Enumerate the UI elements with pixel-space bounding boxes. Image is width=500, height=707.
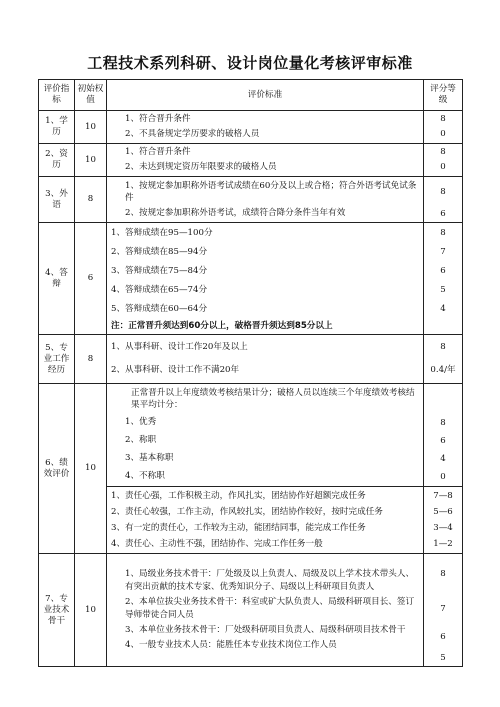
score-value: 5 xyxy=(440,653,446,663)
header-indicator: 评价指标 xyxy=(39,80,75,111)
score-performance-grades xyxy=(424,384,463,487)
score-value: 3—4 xyxy=(433,523,453,533)
weight-seniority: 10 xyxy=(75,144,107,177)
standard-item: 1、符合晋升条件 xyxy=(125,147,191,157)
score-value: 0 xyxy=(440,162,446,172)
standard-item: 1、责任心强，工作积极主动，作风扎实，团结协作好超额完成任务 xyxy=(111,491,366,501)
table-row-language xyxy=(39,177,463,223)
standard-item: 3、基本称职 xyxy=(125,453,174,463)
standard-item: 1、按规定参加职称外语考试成绩在60分及以上或合格；符合外语考试免试条件 xyxy=(125,180,417,203)
standard-item: 2、本单位拔尖业务技术骨干：科室或矿大队负责人、局级科研项目长、签订导师带徒合同人员 xyxy=(125,597,415,620)
standard-item: 2、按规定参加职称外语考试，成绩符合降分条件当年有效 xyxy=(125,208,346,218)
standard-item: 4、答辩成绩在65—74分 xyxy=(111,285,208,295)
weight-defense: 6 xyxy=(75,223,107,335)
score-value: 8 xyxy=(440,147,446,157)
standard-item: 2、从事科研、设计工作不满20年 xyxy=(111,365,240,375)
weight-work-experience: 8 xyxy=(75,335,107,384)
score-work-experience xyxy=(424,335,463,384)
score-value: 5—6 xyxy=(433,507,453,517)
score-language xyxy=(424,177,463,223)
standard-work-experience xyxy=(107,335,424,384)
indicator-performance: 6、绩效评价 xyxy=(39,384,75,554)
table-row-work-experience xyxy=(39,335,463,384)
standard-item: 2、责任心较强，工作主动，作风较扎实，团结协作较好，按时完成任务 xyxy=(111,507,383,517)
header-score: 评分等级 xyxy=(424,80,463,111)
standard-performance-grades xyxy=(107,384,424,487)
score-value: 8 xyxy=(440,418,446,428)
standard-item: 4、不称职 xyxy=(125,471,165,481)
table-row-defense xyxy=(39,223,463,335)
score-seniority xyxy=(424,144,463,177)
indicator-work-experience: 5、专业工作经历 xyxy=(39,335,75,384)
indicator-language: 3、外语 xyxy=(39,177,75,223)
standard-item: 5、答辩成绩在60—64分 xyxy=(111,304,208,314)
standard-item: 3、有一定的责任心，工作较为主动，能团结同事，能完成工作任务 xyxy=(111,523,366,533)
performance-intro: 正常晋升以上年度绩效考核结果计分；破格人员以连续三个年度绩效考核结果平均计分： xyxy=(131,387,415,410)
standard-item: 1、局级业务技术骨干：厂处级及以上负责人、局级及以上学术技术带头人、有突出贡献的技术专家、优秀知识分子、局级以上科研项目负责人 xyxy=(125,569,415,592)
standard-item: 1、答辩成绩在95—100分 xyxy=(111,228,213,238)
score-value: 8 xyxy=(440,114,446,124)
indicator-seniority: 2、资历 xyxy=(39,144,75,177)
score-value: 7 xyxy=(440,604,446,614)
score-value: 7 xyxy=(440,247,446,257)
standard-item: 3、本单位业务技术骨干：厂处级科研项目负责人、局级科研项目技术骨干 xyxy=(125,625,406,636)
indicator-education: 1、学历 xyxy=(39,111,75,144)
score-value: 0 xyxy=(440,129,446,139)
standard-item: 1、符合晋升条件 xyxy=(125,114,191,124)
score-value: 6 xyxy=(440,266,446,276)
standard-item: 4、一般专业技术人员：能胜任本专业技术岗位工作人员 xyxy=(125,640,337,651)
standard-defense xyxy=(107,223,424,335)
standard-item: 1、优秀 xyxy=(125,417,157,427)
score-education xyxy=(424,111,463,144)
score-value: 7—8 xyxy=(433,491,453,501)
table-row-backbone xyxy=(39,554,463,667)
standard-item: 2、答辩成绩在85—94分 xyxy=(111,247,208,257)
header-weight: 初始权值 xyxy=(75,80,107,111)
score-value: 4 xyxy=(440,454,446,464)
weight-performance: 10 xyxy=(75,384,107,554)
score-value: 8 xyxy=(440,228,446,238)
score-backbone xyxy=(424,554,463,667)
standard-item: 4、责任心、主动性不强，团结协作、完成工作任务一般 xyxy=(111,539,323,549)
standard-education xyxy=(107,111,424,144)
score-value: 0.4/年 xyxy=(430,365,456,375)
score-defense xyxy=(424,223,463,335)
standard-item: 2、未达到规定资历年限要求的破格人员 xyxy=(125,162,277,172)
weight-language: 8 xyxy=(75,177,107,223)
score-value: 8 xyxy=(440,342,446,352)
defense-note: 注：正常晋升须达到60分以上，破格晋升须达到85分以上 xyxy=(111,321,333,331)
standard-performance-behavior xyxy=(107,487,424,554)
score-value: 6 xyxy=(440,208,446,219)
weight-backbone: 10 xyxy=(75,554,107,667)
standard-item: 2、称职 xyxy=(125,435,157,445)
header-standard: 评价标准 xyxy=(107,80,424,111)
score-value: 8 xyxy=(440,569,446,579)
score-spacer xyxy=(424,384,462,414)
score-value: 6 xyxy=(440,632,446,642)
score-performance-behavior xyxy=(424,487,463,554)
standard-item: 1、从事科研、设计工作20年及以上 xyxy=(111,342,248,352)
score-value: 6 xyxy=(440,436,446,446)
page-title: 工程技术系列科研、设计岗位量化考核评审标准 xyxy=(87,54,413,72)
standard-backbone xyxy=(107,554,424,667)
table-row-seniority xyxy=(39,144,463,177)
score-spacer xyxy=(424,319,462,333)
standard-item: 3、答辩成绩在75—84分 xyxy=(111,266,208,276)
score-value: 0 xyxy=(440,472,446,482)
indicator-backbone: 7、专业技术骨干 xyxy=(39,554,75,667)
table-row-education xyxy=(39,111,463,144)
score-value: 4 xyxy=(440,304,446,314)
indicator-defense: 4、答辩 xyxy=(39,223,75,335)
standard-seniority xyxy=(107,144,424,177)
evaluation-table xyxy=(38,79,463,667)
table-row-performance xyxy=(39,384,463,487)
score-value: 8 xyxy=(440,186,446,197)
table-header-row xyxy=(39,80,463,111)
standard-language xyxy=(107,177,424,223)
weight-education: 10 xyxy=(75,111,107,144)
score-value: 1—2 xyxy=(433,539,453,549)
standard-item: 2、不具备规定学历要求的破格人员 xyxy=(125,129,260,139)
score-value: 5 xyxy=(440,285,446,295)
